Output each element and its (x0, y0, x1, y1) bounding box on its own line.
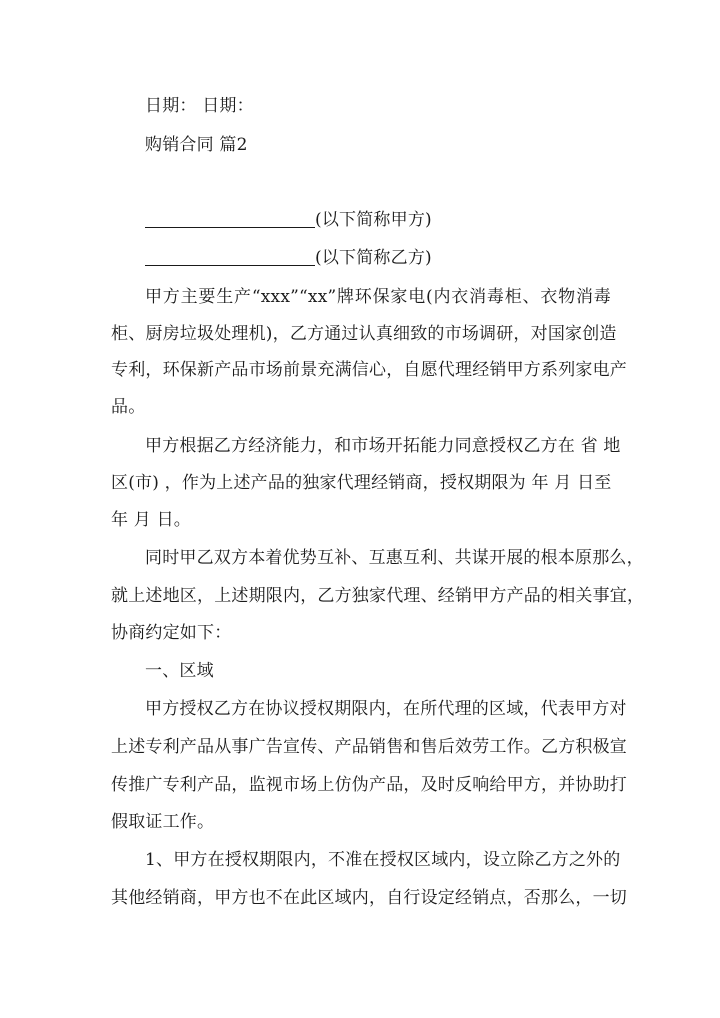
paragraph-line: 品。 (111, 397, 146, 417)
paragraph-line: 假取证工作。 (111, 812, 215, 832)
date-line: 日期： 日期： (145, 96, 254, 116)
party-b-label: (以下简称乙方) (315, 248, 432, 268)
paragraph-line: 柜、厨房垃圾处理机)，乙方通过认真细致的市场调研，对国家创造 (111, 324, 617, 344)
document-title: 购销合同 篇2 (145, 135, 248, 155)
paragraph-line: 协商约定如下： (111, 623, 232, 643)
section-heading: 一、区域 (145, 661, 214, 681)
party-b-line (145, 248, 645, 268)
paragraph-line: 专利，环保新产品市场前景充满信心，自愿代理经销甲方系列家电产 (111, 360, 627, 380)
paragraph-line: 年 月 日。 (111, 510, 192, 530)
paragraph-line: 同时甲乙双方本着优势互补、互惠互利、共谋开展的根本原那么， (145, 548, 644, 568)
paragraph-line: 甲方授权乙方在协议授权期限内，在所代理的区域，代表甲方对 (145, 699, 627, 719)
party-a-label: (以下简称甲方) (315, 210, 432, 230)
paragraph-line: 其他经销商，甲方也不在此区域内，自行设定经销点，否那么，一切 (111, 888, 627, 908)
paragraph-line: 区(市) ，作为上述产品的独家代理经销商，授权期限为 年 月 日至 (111, 473, 612, 493)
paragraph-line: 就上述地区，上述期限内，乙方独家代理、经销甲方产品的相关事宜， (111, 586, 645, 606)
paragraph-line: 甲方主要生产“xxx”“xx”牌环保家电(内衣消毒柜、衣物消毒 (145, 287, 611, 307)
party-b-blank (145, 248, 315, 266)
party-a-blank (145, 210, 315, 228)
paragraph-line: 1、甲方在授权期限内，不准在授权区域内，设立除乙方之外的 (145, 850, 621, 870)
party-a-line (145, 210, 645, 230)
paragraph-line: 甲方根据乙方经济能力，和市场开拓能力同意授权乙方在 省 地 (145, 436, 621, 456)
paragraph-line: 传推广专利产品，监视市场上仿伪产品，及时反响给甲方，并协助打 (111, 775, 627, 795)
paragraph-line: 上述专利产品从事广告宣传、产品销售和售后效劳工作。乙方积极宣 (111, 737, 627, 757)
